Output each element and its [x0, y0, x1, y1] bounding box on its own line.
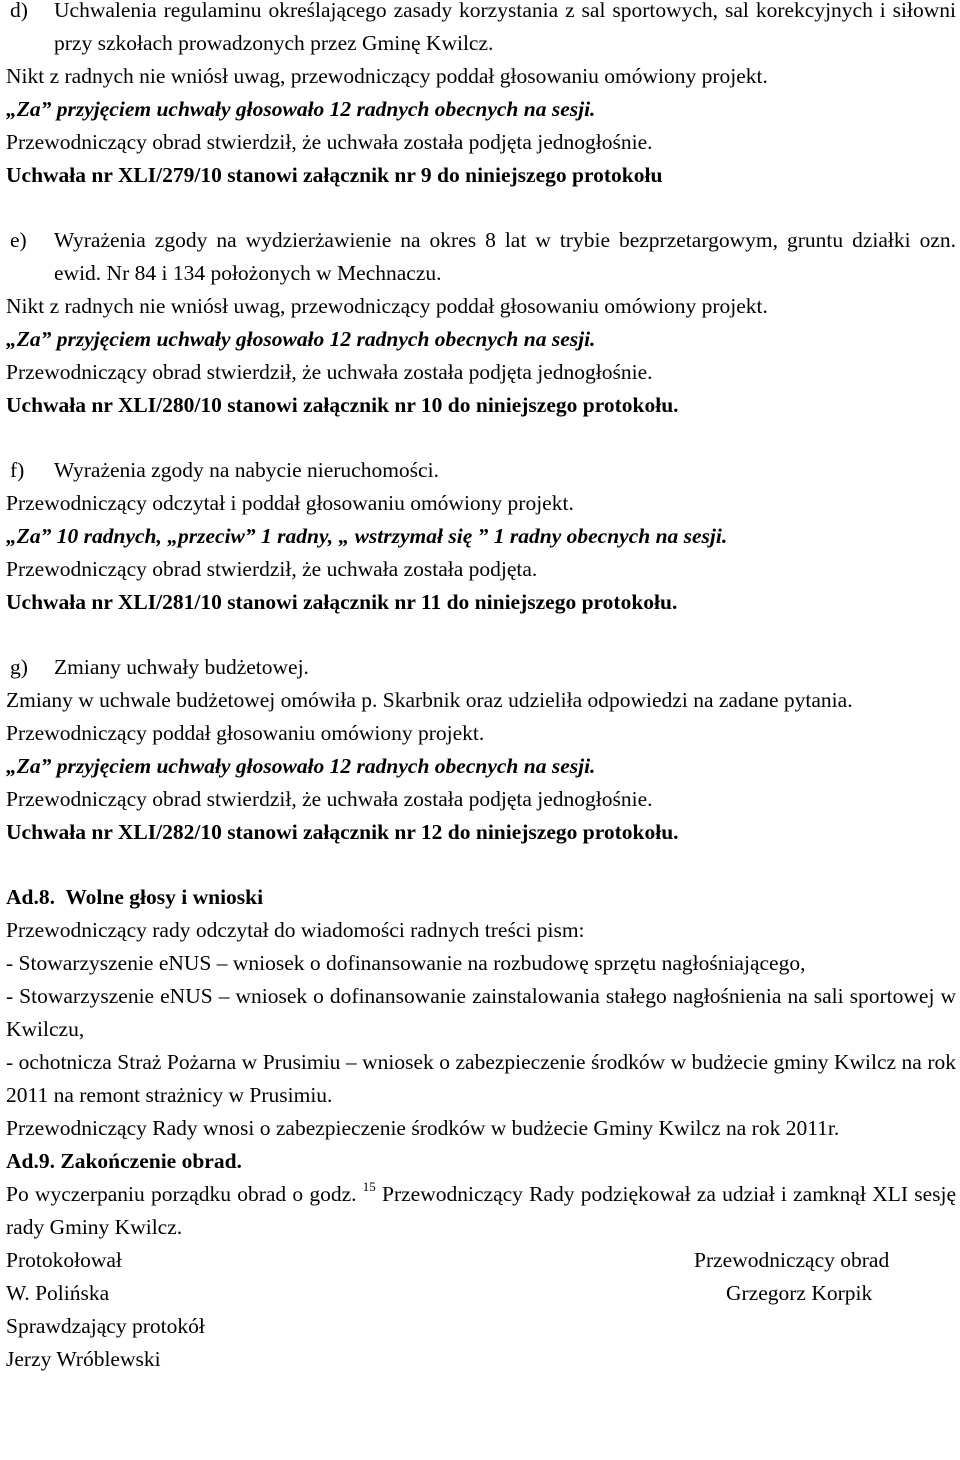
section-g	[6, 651, 956, 684]
checker-role: Sprawdzający protokół	[6, 1314, 205, 1338]
resolution-reference: Uchwała nr XLI/281/10 stanowi załącznik nr 11 do niniejszego protokołu.	[6, 590, 678, 614]
signature-row-roles	[6, 1244, 956, 1277]
section-marker: f)	[10, 458, 25, 482]
discussion-text: Zmiany w uchwale budżetowej omówiła p. Skarbnik oraz udzieliła odpowiedzi na zadane pytania.	[6, 688, 853, 712]
resolution-reference: Uchwała nr XLI/280/10 stanowi załącznik nr 10 do niniejszego protokołu.	[6, 393, 679, 417]
resolution-reference: Uchwała nr XLI/279/10 stanowi załącznik nr 9 do niniejszego protokołu	[6, 163, 663, 187]
remarks-text: Nikt z radnych nie wniósł uwag, przewodniczący poddał głosowaniu omówiony projekt.	[6, 294, 768, 318]
section-f	[6, 454, 956, 487]
statement-text: Przewodniczący obrad stwierdził, że uchwała została podjęta jednogłośnie.	[6, 787, 653, 811]
vote-result: „Za” przyjęciem uchwały głosowało 12 radnych obecnych na sesji.	[6, 97, 596, 121]
chairman-role: Przewodniczący obrad	[694, 1248, 890, 1272]
section-title: Wyrażenia zgody na nabycie nieruchomości.	[54, 458, 439, 482]
section-title: Wyrażenia zgody na wydzierżawienie na okres 8 lat w trybie bezprzetargowym, gruntu działki ozn. ewid. Nr 84 i 134 położonych w Mechnaczu.	[54, 228, 956, 285]
statement-text: Przewodniczący obrad stwierdził, że uchwała została podjęta jednogłośnie.	[6, 130, 653, 154]
ad8-list-item: - ochotnicza Straż Pożarna w Prusimiu – wniosek o zabezpieczenie środków w budżecie gminy Kwilcz na rok 2011 na remont strażnicy w Prusimiu.	[6, 1050, 956, 1107]
section-marker: e)	[10, 228, 27, 252]
ad8-list-item: - Stowarzyszenie eNUS – wniosek o dofinansowanie zainstalowania stałego nagłośnienia na sali sportowej w Kwilczu,	[6, 984, 956, 1041]
ad8-heading-text: Wolne głosy i wnioski	[65, 885, 264, 909]
remarks-text: Nikt z radnych nie wniósł uwag, przewodniczący poddał głosowaniu omówiony projekt.	[6, 64, 768, 88]
ad8-heading	[6, 881, 956, 914]
vote-result: „Za” przyjęciem uchwały głosowało 12 radnych obecnych na sesji.	[6, 754, 596, 778]
remarks-text: Przewodniczący poddał głosowaniu omówiony projekt.	[6, 721, 485, 745]
remarks-text: Przewodniczący odczytał i poddał głosowaniu omówiony projekt.	[6, 491, 574, 515]
section-marker: g)	[10, 655, 28, 679]
section-marker: d)	[10, 0, 28, 22]
signature-row-names	[6, 1277, 956, 1310]
resolution-reference: Uchwała nr XLI/282/10 stanowi załącznik nr 12 do niniejszego protokołu.	[6, 820, 679, 844]
document-page	[6, 0, 956, 1376]
ad8-intro: Przewodniczący rady odczytał do wiadomości radnych treści pism:	[6, 918, 585, 942]
ad9-text-after: Przewodniczący Rady podziękował za udział i zamknął XLI sesję rady Gminy Kwilcz.	[6, 1182, 957, 1239]
chairman-name: Grzegorz Korpik	[726, 1281, 873, 1305]
ad9-text	[6, 1178, 956, 1244]
ad8-heading-number: Ad.8.	[6, 885, 55, 909]
section-d	[6, 0, 956, 60]
ad9-text-before: Po wyczerpaniu porządku obrad o godz.	[6, 1182, 363, 1206]
statement-text: Przewodniczący obrad stwierdził, że uchwała została podjęta.	[6, 557, 538, 581]
section-title: Zmiany uchwały budżetowej.	[54, 655, 309, 679]
protocol-author-name: W. Polińska	[6, 1281, 110, 1305]
vote-result: „Za” 10 radnych, „przeciw” 1 radny, „ wstrzymał się ” 1 radny obecnych na sesji.	[6, 524, 728, 548]
vote-result: „Za” przyjęciem uchwały głosowało 12 radnych obecnych na sesji.	[6, 327, 596, 351]
protocol-author-role: Protokołował	[6, 1248, 122, 1272]
checker-name: Jerzy Wróblewski	[6, 1347, 161, 1371]
section-title: Uchwalenia regulaminu określającego zasady korzystania z sal sportowych, sal korekcyjnych i siłowni przy szkołach prowadzonych przez Gminę Kwilcz.	[54, 0, 956, 55]
ad8-closing: Przewodniczący Rady wnosi o zabezpieczenie środków w budżecie Gminy Kwilcz na rok 2011r.	[6, 1116, 840, 1140]
ad9-heading: Ad.9. Zakończenie obrad.	[6, 1149, 242, 1173]
section-e	[6, 224, 956, 290]
statement-text: Przewodniczący obrad stwierdził, że uchwała została podjęta jednogłośnie.	[6, 360, 653, 384]
ad9-time-superscript: 15	[362, 1178, 376, 1194]
ad8-list-item: - Stowarzyszenie eNUS – wniosek o dofinansowanie na rozbudowę sprzętu nagłośniającego,	[6, 951, 806, 975]
